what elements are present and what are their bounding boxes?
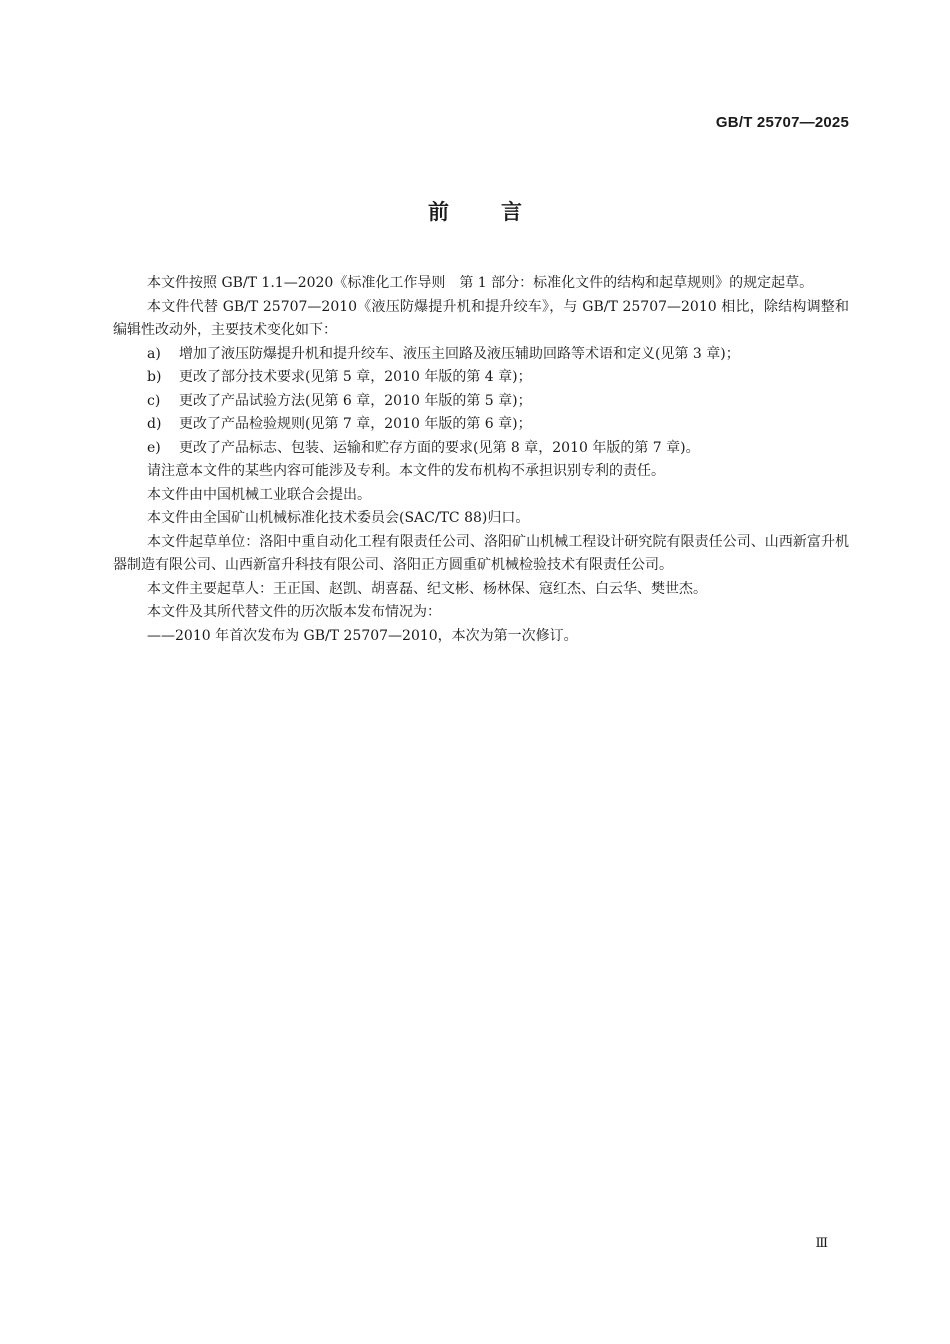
list-item — [113, 437, 849, 461]
list-marker: c) — [147, 392, 161, 409]
list-marker: d) — [147, 416, 162, 432]
paragraph-drafting-organizations: 本文件起草单位：洛阳中重自动化工程有限责任公司、洛阳矿山机械工程设计研究院有限责任公司、山西新富升机器制造有限公司、山西新富升科技有限公司、洛阳正方圆重矿机械检验技术有限责任公司。 — [113, 533, 849, 573]
paragraph-drafting-basis: 本文件按照 GB/T 1.1—2020《标准化工作导则 第 1 部分：标准化文件的结构和起草规则》的规定起草。 — [147, 275, 814, 291]
paragraph-patent-notice: 请注意本文件的某些内容可能涉及专利。本文件的发布机构不承担识别专利的责任。 — [147, 463, 665, 479]
paragraph-replacement: 本文件代替 GB/T 25707—2010《液压防爆提升机和提升绞车》，与 GB/T 25707—2010 相比，除结构调整和编辑性改动外，主要技术变化如下： — [113, 298, 849, 338]
list-item — [113, 413, 849, 437]
list-item-text: 更改了产品检验规则(见第 7 章，2010 年版的第 6 章)； — [179, 416, 532, 432]
paragraph-version-history: 本文件及其所代替文件的历次版本发布情况为： — [147, 604, 441, 620]
list-item-text: 更改了部分技术要求(见第 5 章，2010 年版的第 4 章)； — [179, 369, 532, 385]
document-body — [113, 272, 849, 648]
list-item-text: 更改了产品标志、包装、运输和贮存方面的要求(见第 8 章，2010 年版的第 7 章)。 — [179, 439, 700, 456]
list-item — [113, 366, 849, 390]
list-marker: a) — [147, 345, 161, 362]
list-marker: e) — [147, 439, 161, 456]
list-item-text: 增加了液压防爆提升机和提升绞车、液压主回路及液压辅助回路等术语和定义(见第 3 章)； — [179, 345, 740, 362]
list-item — [113, 390, 849, 414]
standard-number: GB/T 25707—2025 — [715, 114, 849, 131]
list-item — [113, 343, 849, 367]
list-item-text: 更改了产品试验方法(见第 6 章，2010 年版的第 5 章)； — [179, 392, 532, 409]
paragraph-proposer: 本文件由中国机械工业联合会提出。 — [147, 486, 371, 503]
paragraph-drafters: 本文件主要起草人：王正国、赵凯、胡喜磊、纪文彬、杨林保、寇红杰、白云华、樊世杰。 — [147, 580, 707, 597]
page-title: 前言 — [428, 200, 574, 224]
list-marker: b) — [147, 369, 162, 385]
paragraph-committee: 本文件由全国矿山机械标准化技术委员会(SAC/TC 88)归口。 — [147, 510, 530, 526]
page-number: Ⅲ — [815, 1236, 828, 1251]
paragraph-history-entry: ——2010 年首次发布为 GB/T 25707—2010，本次为第一次修订。 — [147, 627, 578, 644]
